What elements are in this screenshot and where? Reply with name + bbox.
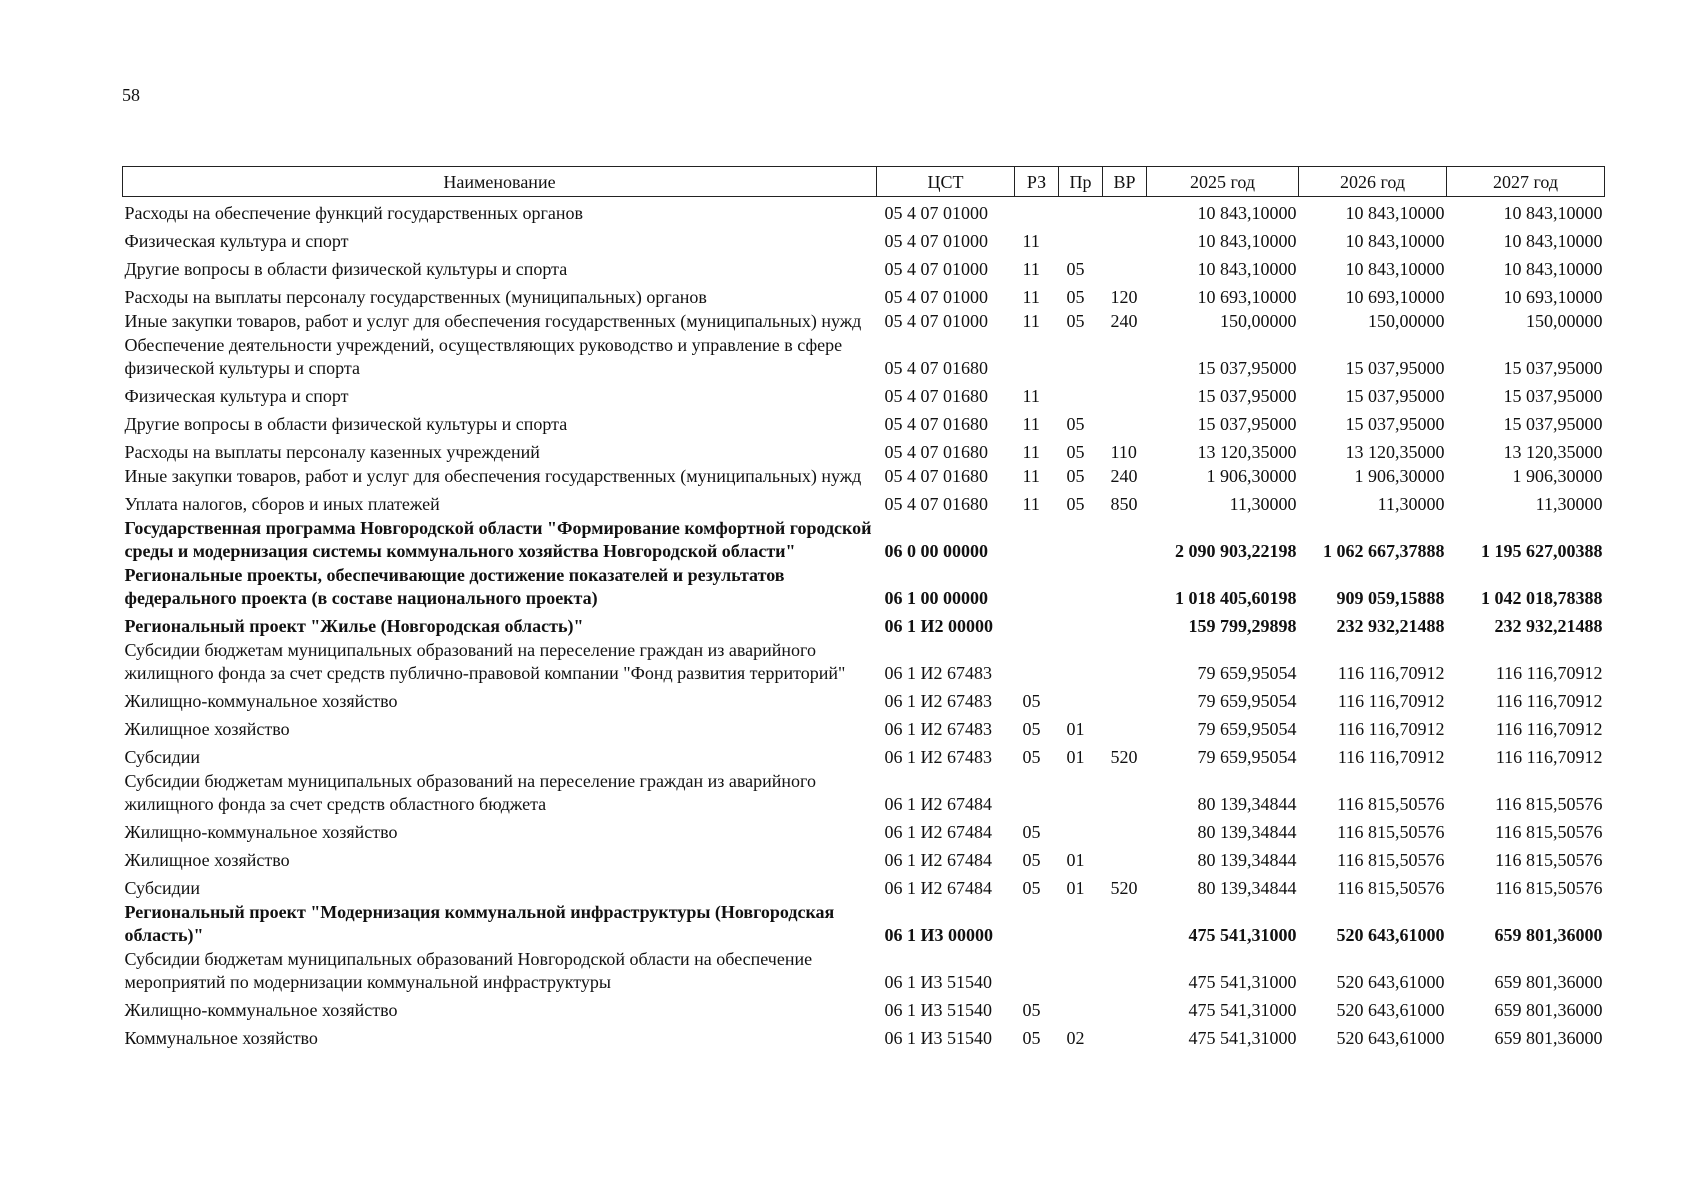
row-rz: 11 <box>1022 386 1040 406</box>
row-name: Физическая культура и спорт <box>124 386 349 406</box>
table-row <box>123 464 1605 488</box>
row-pr <box>1059 816 1103 844</box>
row-vr: 240 <box>1110 466 1138 486</box>
row-2025: 475 541,31000 <box>1188 925 1297 945</box>
row-2026: 13 120,35000 <box>1345 442 1445 462</box>
row-cst: 06 1 И2 67483 <box>884 719 992 739</box>
row-pr <box>1059 900 1103 947</box>
row-2027: 1 042 018,78388 <box>1481 588 1603 608</box>
header-name: Наименование <box>123 167 877 197</box>
row-cst: 05 4 07 01000 <box>884 203 988 223</box>
row-2027: 150,00000 <box>1526 311 1603 331</box>
row-2027: 15 037,95000 <box>1503 414 1603 434</box>
row-cst: 06 1 И2 00000 <box>884 616 994 636</box>
row-rz <box>1015 769 1059 816</box>
row-2026: 11,30000 <box>1377 494 1445 514</box>
row-2026: 10 843,10000 <box>1345 259 1445 279</box>
row-cst: 05 4 07 01680 <box>884 414 988 434</box>
row-cst: 06 1 И2 67483 <box>884 691 992 711</box>
row-name: Другие вопросы в области физической культуры и спорта <box>124 259 568 279</box>
row-cst: 05 4 07 01000 <box>884 287 988 307</box>
header-pr: Пр <box>1059 167 1103 197</box>
table-row <box>123 380 1605 408</box>
row-name: Субсидии <box>124 878 201 898</box>
row-vr <box>1103 994 1147 1022</box>
row-vr <box>1103 516 1147 563</box>
row-rz: 11 <box>1022 494 1040 514</box>
row-2026: 10 843,10000 <box>1345 231 1445 251</box>
row-2025: 80 139,34844 <box>1197 822 1297 842</box>
row-name: Субсидии бюджетам муниципальных образований на переселение граждан из аварийного жилищного фонда за счет средств публично-правовой компании "Фонд развития территорий" <box>124 640 846 683</box>
row-vr <box>1103 333 1147 380</box>
row-cst: 06 1 И3 51540 <box>884 1028 992 1048</box>
row-rz: 11 <box>1022 442 1040 462</box>
table-row <box>123 436 1605 464</box>
row-2027: 10 843,10000 <box>1503 203 1603 223</box>
row-2027: 659 801,36000 <box>1494 1000 1603 1020</box>
table-row <box>123 253 1605 281</box>
row-cst: 05 4 07 01680 <box>884 494 988 514</box>
row-2027: 13 120,35000 <box>1503 442 1603 462</box>
row-2027: 659 801,36000 <box>1494 1028 1603 1048</box>
row-2026: 116 116,70912 <box>1337 691 1445 711</box>
row-name: Жилищно-коммунальное хозяйство <box>124 1000 398 1020</box>
row-pr <box>1059 638 1103 685</box>
row-cst: 06 1 И3 00000 <box>884 925 994 945</box>
row-name: Региональный проект "Жилье (Новгородская область)" <box>124 616 584 636</box>
row-rz <box>1015 638 1059 685</box>
row-rz: 11 <box>1022 231 1040 251</box>
row-2026: 520 643,61000 <box>1336 1028 1445 1048</box>
table-row <box>123 638 1605 685</box>
row-2026: 116 815,50576 <box>1337 822 1445 842</box>
row-2027: 116 815,50576 <box>1495 822 1603 842</box>
row-2027: 659 801,36000 <box>1494 972 1603 992</box>
row-rz <box>1015 610 1059 638</box>
row-cst: 06 1 И2 67484 <box>884 822 992 842</box>
row-name: Жилищное хозяйство <box>124 719 290 739</box>
row-2027: 116 815,50576 <box>1495 878 1603 898</box>
row-cst: 05 4 07 01000 <box>884 259 988 279</box>
row-2026: 116 116,70912 <box>1337 747 1445 767</box>
row-pr <box>1059 197 1103 226</box>
row-2025: 10 693,10000 <box>1197 287 1297 307</box>
row-2025: 475 541,31000 <box>1188 972 1297 992</box>
row-cst: 06 1 И2 67484 <box>884 850 992 870</box>
row-2025: 80 139,34844 <box>1197 794 1297 814</box>
row-name: Региональные проекты, обеспечивающие достижение показателей и результатов федерального проекта (в составе национального проекта) <box>124 565 785 608</box>
table-row <box>123 769 1605 816</box>
row-vr <box>1103 408 1147 436</box>
row-pr <box>1059 516 1103 563</box>
row-vr <box>1103 638 1147 685</box>
table-row <box>123 1022 1605 1050</box>
row-2026: 150,00000 <box>1368 311 1445 331</box>
row-pr <box>1059 333 1103 380</box>
row-rz <box>1015 197 1059 226</box>
row-pr: 01 <box>1066 719 1085 739</box>
row-2025: 475 541,31000 <box>1188 1000 1297 1020</box>
table-row <box>123 309 1605 333</box>
row-cst: 06 1 И3 51540 <box>884 1000 992 1020</box>
header-vr: ВР <box>1103 167 1147 197</box>
row-name: Обеспечение деятельности учреждений, осуществляющих руководство и управление в сфере физической культуры и спорта <box>124 335 843 378</box>
row-name: Жилищно-коммунальное хозяйство <box>124 691 398 711</box>
row-rz: 11 <box>1022 466 1040 486</box>
row-2025: 13 120,35000 <box>1197 442 1297 462</box>
row-2026: 116 815,50576 <box>1337 850 1445 870</box>
row-name: Уплата налогов, сборов и иных платежей <box>124 494 440 514</box>
row-rz <box>1015 900 1059 947</box>
table-row <box>123 333 1605 380</box>
row-name: Субсидии бюджетам муниципальных образований на переселение граждан из аварийного жилищного фонда за счет средств областного бюджета <box>124 771 816 814</box>
row-2027: 116 116,70912 <box>1495 747 1603 767</box>
table-row <box>123 225 1605 253</box>
row-2025: 80 139,34844 <box>1197 878 1297 898</box>
row-cst: 05 4 07 01000 <box>884 311 988 331</box>
table-row <box>123 741 1605 769</box>
row-pr <box>1059 610 1103 638</box>
table-row <box>123 610 1605 638</box>
header-rz: РЗ <box>1015 167 1059 197</box>
row-2026: 10 693,10000 <box>1345 287 1445 307</box>
budget-table <box>122 166 1605 1050</box>
row-rz <box>1015 333 1059 380</box>
row-vr <box>1103 563 1147 610</box>
row-name: Субсидии бюджетам муниципальных образований Новгородской области на обеспечение мероприятий по модернизации коммунальной инфраструктуры <box>124 949 813 992</box>
row-rz: 11 <box>1022 287 1040 307</box>
row-2026: 15 037,95000 <box>1345 386 1445 406</box>
row-2027: 1 195 627,00388 <box>1481 541 1603 561</box>
row-pr <box>1059 225 1103 253</box>
row-2025: 79 659,95054 <box>1197 663 1297 683</box>
row-cst: 06 1 И3 51540 <box>884 972 992 992</box>
row-2027: 10 843,10000 <box>1503 259 1603 279</box>
row-2026: 1 906,30000 <box>1354 466 1445 486</box>
row-name: Государственная программа Новгородской области "Формирование комфортной городской среды и модернизация системы коммунального хозяйства Новгородской области" <box>124 518 872 561</box>
table-row <box>123 685 1605 713</box>
row-pr: 01 <box>1066 878 1085 898</box>
row-name: Другие вопросы в области физической культуры и спорта <box>124 414 568 434</box>
row-2027: 232 932,21488 <box>1494 616 1603 636</box>
row-name: Коммунальное хозяйство <box>124 1028 318 1048</box>
row-2026: 10 843,10000 <box>1345 203 1445 223</box>
row-cst: 06 1 И2 67483 <box>884 663 992 683</box>
row-vr <box>1103 844 1147 872</box>
row-cst: 06 1 И2 67484 <box>884 794 992 814</box>
row-name: Субсидии <box>124 747 201 767</box>
row-vr <box>1103 380 1147 408</box>
row-2025: 2 090 903,22198 <box>1175 541 1297 561</box>
table-row <box>123 844 1605 872</box>
row-2025: 15 037,95000 <box>1197 386 1297 406</box>
row-2025: 15 037,95000 <box>1197 414 1297 434</box>
table-row <box>123 713 1605 741</box>
row-rz: 05 <box>1022 1000 1041 1020</box>
row-vr: 520 <box>1110 747 1138 767</box>
row-2026: 520 643,61000 <box>1336 1000 1445 1020</box>
row-pr <box>1059 947 1103 994</box>
row-rz: 05 <box>1022 747 1041 767</box>
table-row <box>123 563 1605 610</box>
row-2027: 659 801,36000 <box>1494 925 1603 945</box>
page-number: 58 <box>122 85 140 105</box>
row-rz <box>1015 563 1059 610</box>
row-vr <box>1103 1022 1147 1050</box>
row-vr <box>1103 713 1147 741</box>
row-rz <box>1015 947 1059 994</box>
row-name: Жилищное хозяйство <box>124 850 290 870</box>
row-2026: 520 643,61000 <box>1336 925 1445 945</box>
header-2026: 2026 год <box>1299 167 1447 197</box>
row-2027: 116 116,70912 <box>1495 719 1603 739</box>
row-vr <box>1103 610 1147 638</box>
row-pr: 05 <box>1066 466 1085 486</box>
row-pr <box>1059 685 1103 713</box>
row-pr: 02 <box>1066 1028 1085 1048</box>
row-cst: 06 1 00 00000 <box>884 588 988 608</box>
row-2025: 150,00000 <box>1220 311 1297 331</box>
row-vr <box>1103 225 1147 253</box>
table-row <box>123 947 1605 994</box>
row-pr: 05 <box>1066 311 1085 331</box>
row-2026: 520 643,61000 <box>1336 972 1445 992</box>
row-2026: 232 932,21488 <box>1336 616 1445 636</box>
row-vr: 120 <box>1110 287 1138 307</box>
row-pr <box>1059 769 1103 816</box>
row-rz: 11 <box>1022 259 1040 279</box>
row-pr: 01 <box>1066 850 1085 870</box>
row-pr: 05 <box>1066 494 1085 514</box>
row-2026: 116 815,50576 <box>1337 794 1445 814</box>
row-vr <box>1103 947 1147 994</box>
table-row <box>123 281 1605 309</box>
row-pr <box>1059 563 1103 610</box>
row-cst: 05 4 07 01680 <box>884 442 988 462</box>
row-name: Расходы на выплаты персоналу казенных учреждений <box>124 442 540 462</box>
table-row <box>123 516 1605 563</box>
row-2025: 11,30000 <box>1229 494 1297 514</box>
row-cst: 05 4 07 01680 <box>884 466 988 486</box>
table-row <box>123 816 1605 844</box>
row-2025: 475 541,31000 <box>1188 1028 1297 1048</box>
row-rz: 05 <box>1022 719 1041 739</box>
row-cst: 06 1 И2 67483 <box>884 747 992 767</box>
row-rz: 05 <box>1022 691 1041 711</box>
row-name: Иные закупки товаров, работ и услуг для обеспечения государственных (муниципальных) нужд <box>124 466 862 486</box>
row-vr <box>1103 816 1147 844</box>
row-cst: 06 0 00 00000 <box>884 541 988 561</box>
header-2027: 2027 год <box>1447 167 1605 197</box>
row-rz: 05 <box>1022 822 1041 842</box>
row-2027: 1 906,30000 <box>1512 466 1603 486</box>
row-2025: 79 659,95054 <box>1197 719 1297 739</box>
row-rz: 05 <box>1022 878 1041 898</box>
row-2027: 116 815,50576 <box>1495 794 1603 814</box>
row-vr: 240 <box>1110 311 1138 331</box>
row-2027: 116 815,50576 <box>1495 850 1603 870</box>
row-2026: 116 116,70912 <box>1337 719 1445 739</box>
row-name: Иные закупки товаров, работ и услуг для обеспечения государственных (муниципальных) нужд <box>124 311 862 331</box>
header-2025: 2025 год <box>1147 167 1299 197</box>
row-2027: 15 037,95000 <box>1503 358 1603 378</box>
row-rz: 05 <box>1022 1028 1041 1048</box>
row-cst: 05 4 07 01680 <box>884 358 988 378</box>
row-vr: 110 <box>1110 442 1137 462</box>
row-2025: 159 799,29898 <box>1188 616 1297 636</box>
row-2027: 15 037,95000 <box>1503 386 1603 406</box>
row-2025: 79 659,95054 <box>1197 691 1297 711</box>
row-2026: 909 059,15888 <box>1336 588 1445 608</box>
header-cst: ЦСТ <box>877 167 1015 197</box>
row-pr: 05 <box>1066 414 1085 434</box>
row-2025: 10 843,10000 <box>1197 231 1297 251</box>
row-2026: 15 037,95000 <box>1345 414 1445 434</box>
row-name: Региональный проект "Модернизация коммунальной инфраструктуры (Новгородская область)" <box>124 902 835 945</box>
table-row <box>123 872 1605 900</box>
row-pr: 05 <box>1066 259 1085 279</box>
row-2025: 15 037,95000 <box>1197 358 1297 378</box>
table-header-row <box>123 167 1605 197</box>
row-pr: 01 <box>1066 747 1085 767</box>
row-2026: 116 815,50576 <box>1337 878 1445 898</box>
row-pr: 05 <box>1066 442 1085 462</box>
row-2025: 1 018 405,60198 <box>1175 588 1297 608</box>
row-cst: 06 1 И2 67484 <box>884 878 992 898</box>
table-row <box>123 408 1605 436</box>
row-2025: 10 843,10000 <box>1197 259 1297 279</box>
table-row <box>123 900 1605 947</box>
table-row <box>123 488 1605 516</box>
row-2025: 1 906,30000 <box>1206 466 1297 486</box>
row-name: Расходы на выплаты персоналу государственных (муниципальных) органов <box>124 287 707 307</box>
row-vr <box>1103 197 1147 226</box>
table-row <box>123 197 1605 226</box>
row-cst: 05 4 07 01680 <box>884 386 988 406</box>
row-2025: 80 139,34844 <box>1197 850 1297 870</box>
row-vr <box>1103 685 1147 713</box>
row-rz: 05 <box>1022 850 1041 870</box>
row-2026: 15 037,95000 <box>1345 358 1445 378</box>
table-body <box>123 197 1605 1051</box>
row-cst: 05 4 07 01000 <box>884 231 988 251</box>
row-2027: 116 116,70912 <box>1495 663 1603 683</box>
row-name: Расходы на обеспечение функций государственных органов <box>124 203 583 223</box>
row-name: Жилищно-коммунальное хозяйство <box>124 822 398 842</box>
row-2025: 10 843,10000 <box>1197 203 1297 223</box>
row-pr <box>1059 994 1103 1022</box>
row-rz: 11 <box>1022 414 1040 434</box>
row-2026: 1 062 667,37888 <box>1323 541 1445 561</box>
row-2027: 10 693,10000 <box>1503 287 1603 307</box>
row-2027: 116 116,70912 <box>1495 691 1603 711</box>
row-pr <box>1059 380 1103 408</box>
row-2027: 11,30000 <box>1535 494 1603 514</box>
row-vr: 850 <box>1110 494 1138 514</box>
row-name: Физическая культура и спорт <box>124 231 349 251</box>
row-2025: 79 659,95054 <box>1197 747 1297 767</box>
row-vr: 520 <box>1110 878 1138 898</box>
row-rz <box>1015 516 1059 563</box>
row-rz: 11 <box>1022 311 1040 331</box>
row-vr <box>1103 769 1147 816</box>
table-row <box>123 994 1605 1022</box>
row-2027: 10 843,10000 <box>1503 231 1603 251</box>
row-pr: 05 <box>1066 287 1085 307</box>
row-vr <box>1103 900 1147 947</box>
row-vr <box>1103 253 1147 281</box>
row-2026: 116 116,70912 <box>1337 663 1445 683</box>
